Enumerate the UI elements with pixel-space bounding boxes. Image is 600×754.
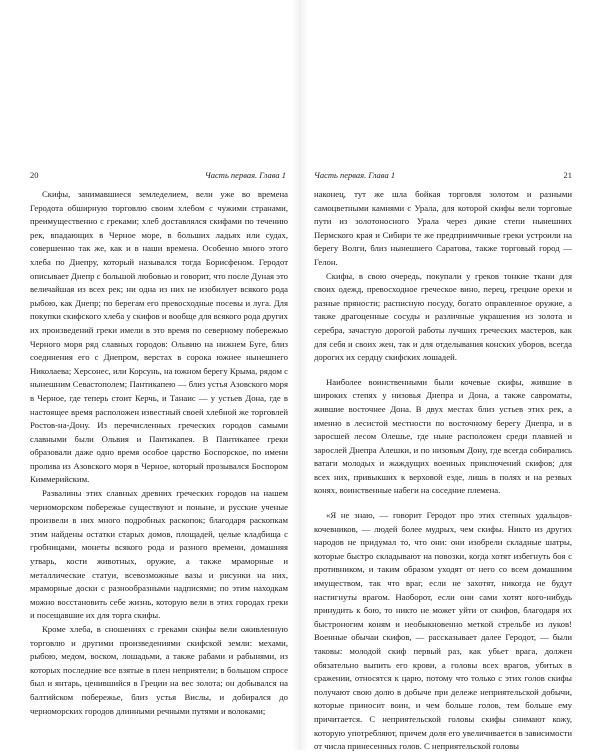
right-page xyxy=(300,0,600,750)
left-paragraph-3: Кроме хлеба, в сношениях с греками скифы вели оживленную торговлю и другими произведениями скифской земли: мехами, рыбою, медом, воском, лошадьми, а также рабами и рабынями, из которых последние все взятые в плен неприятели; в большом спросе был и янтарь, ценившийся в Греции на вес золота; он добывался на балтийском побережье, близ устья Вислы, и добирался до черноморских городов длинными речными путями и волоками; xyxy=(30,624,288,716)
left-page-number: 20 xyxy=(30,170,39,180)
right-page-header xyxy=(314,170,572,182)
left-paragraph-2: Развалины этих славных древних греческих городов на нашем черноморском побережье существуют и поныне, и русские ученые произвели в них много подробных раскопок; благодаря раскопкам этим найдены остатки старых домов, площадей, целые кладбища с гробницами, монеты всякого рода и разного времени, домашняя утварь, кости животных, оружие, а также мраморные и металлические статуи, всевозможные вазы и рисунки на них, мраморные доски с разнообразными надписями; по этим находкам можно восстановить себе жизнь, которую вели в этих городах греки и посещавшие их для торга скифы. xyxy=(30,488,288,621)
right-paragraph-1: наконец, тут же шла бойкая торговля золотом и разными самоцветными камнями с Урала, для которой скифы вели торговые пути из золотоносного Урала через дикие степи нынешних Пермского края и Сибири те же предприимчивые греки устроили на берегу Волги, близ нынешнего Саратова, также торговый город — Гелон. xyxy=(314,189,572,267)
right-paragraph-2: Скифы, в свою очередь, покупали у греков тонкие ткани для своих одежд, превосходное греческое вино, перец, грецкие орехи и разные пряности; расписную посуду, богато оправленное оружие, а также драгоценные сосуды и различные украшения из золота и серебра, зачастую дорогой работы лучших греческих мастеров, как для себя и своих жен, так и для отделывания конских уборов, всегда дорогих их сердцу скифских лошадей. xyxy=(314,270,572,363)
right-page-body xyxy=(314,188,572,754)
right-page-number: 21 xyxy=(563,170,572,180)
right-running-head: Часть первая. Глава 1 xyxy=(314,170,396,180)
left-page-header xyxy=(30,170,286,182)
right-paragraph-4: «Я не знаю, — говорит Геродот про этих степных удальцов-кочевников, — людей более мудрых, чем скифы. Никто из других народов не придумал то, что они: они изобрели складные шатры, которые быстро складывают на повозки, когда хотят избегнуть боя с противником, и таким образом уходят от него со всем домашним имуществом, так что враг, если не захотят, никогда не будут настигнуты врагом. Наоборот, если они сами хотят кого-нибудь принудить к бою, то никто не может уйти от скифов, благодаря их быстроногим коням и необыкновенно меткой стрельбе из луков! Военные обычаи скифов, — рассказывает далее Геродот, — были таковы: молодой скиф первый раз, как убьет врага, должен обязательно выпить его крови, а головы всех врагов, убитых в сражении, относятся к царю, потому что только с этих голов скифы получают свою долю в добыче при дележе неприятельской добычи, которые приносит воин, и чем больше голов, тем больше ему причитается. С неприятельской головы скифы снимают кожу, которую употребляют, причем доля его увеличивается в зависимости от числа принесенных голов. С неприятельской головы xyxy=(314,510,572,752)
left-paragraph-1: Скифы, занимавшиеся земледелием, вели уже во времена Геродота обширную торговлю своим хлебом с чужими странами, преимущественно с греками; хлеб доставлялся скифами по течению рек, впадающих в Черное море, в больших ладьях или судах, совершенно так же, как и в наши времена. Особенно много этого хлеба по Днепру, который назывался тогда Борисфеном. Геродот описывает Днепр с большой любовью и говорит, что после Дуная это величайшая из всех рек; ни одна из них не изобилует всякого рода рыбою, как Днепр; по берегам его превосходные посевы и луга. Для покупки скифского хлеба у скифов и вообще для всякого рода других их произведений греки имели в это время по северному побережью Черного моря ряд славных городов: Ольвию на нижнем Буге, близ соединения его с Днепром, верстах в сорока южнее нынешнего Николаева; Херсонес, или Корсунь, на южном берегу Крыма, рядом с нынешним Севастополем; Пантикапею — близ устья Азовского моря в Черное, где теперь стоит Керчь, и Танаис — у устьев Дона, где в настоящее время расположен известный своей хлебной же торговлей Ростов-на-Дону. Из перечисленных греческих городов самыми славными были Ольвия и Пантикапея. В Пантикапее греки образовали даже одно время особое царство Боспорское, по имени пролива из Азовского моря в Черное, который прозывался Боспором Киммерийским. xyxy=(30,189,288,485)
left-page xyxy=(0,0,300,750)
left-page-body xyxy=(30,188,288,718)
left-running-head: Часть первая. Глава 1 xyxy=(204,170,286,180)
right-paragraph-3: Наиболее воинственными были кочевые скифы, жившие в широких степях у низовья Днепра и Дона, а также савроматы, жившие восточнее Дона. В двух местах близ устьев этих рек, а именно в лесистой местности по восточному берегу Днепра, и в заросшей лесом Олешье, где ныне расположен среди плавней и зарослей Днепра Алешки, и по низовым Дону, где всегда собирались ватаги молодых и жаждущих военных приключений скифов; для всех них, привыкших к верховой езде, лишь в полях и на резвых конях, воинственные набеги на соседние племена. xyxy=(314,376,572,496)
